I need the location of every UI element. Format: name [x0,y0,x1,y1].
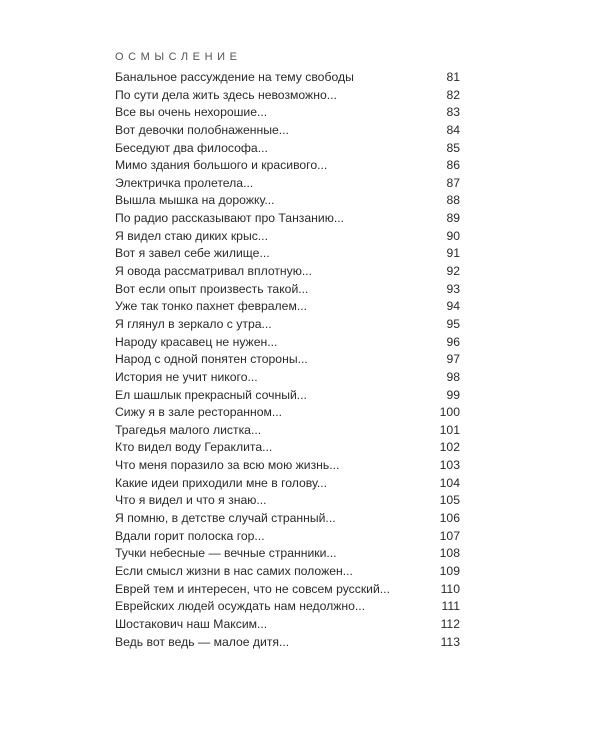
toc-entry [115,387,460,405]
toc-entry [115,316,460,334]
toc-entry-page-number: 104 [439,475,460,490]
section-heading: ОСМЫСЛЕНИЕ [115,51,242,63]
toc-entry-title: Вот если опыт произвесть такой... [115,281,309,296]
toc-entry-title: Еврейских людей осуждать нам недолжно... [115,599,366,614]
toc-entry-page-number: 100 [439,405,460,420]
toc-entry [115,404,460,422]
toc-entry-page-number: 113 [440,634,460,649]
toc-entry-title: Ведь вот ведь — малое дитя... [115,634,290,649]
toc-entry-title: Что меня поразило за всю мою жизнь... [115,458,340,473]
toc-entry-page-number: 111 [441,599,460,614]
toc-entry-page-number: 86 [446,158,460,173]
toc-entry-page-number: 98 [446,369,460,384]
toc-entry-page-number: 99 [446,387,460,402]
toc-entry [115,263,460,281]
toc-entry-title: Что я видел и что я знаю... [115,493,267,508]
toc-entry-page-number: 84 [446,122,460,137]
toc-entry [115,563,460,581]
toc-entry-title: Беседуют два философа... [115,140,268,155]
toc-entry-title: Вдали горит полоска гор... [115,528,265,543]
toc-entry-title: По радио рассказывают про Танзанию... [115,211,345,226]
toc-entry-title: Народ с одной понятен стороны... [115,352,308,367]
toc-entry-title: Какие идеи приходили мне в голову... [115,475,328,490]
toc-entry-page-number: 101 [439,422,460,437]
toc-entry [115,369,460,387]
toc-entry-page-number: 109 [439,563,460,578]
toc-entry-title: Электричка пролетела... [115,175,254,190]
toc-entry [115,298,460,316]
toc-entry [115,175,460,193]
toc-entry [115,69,460,87]
toc-entry [115,334,460,352]
toc-entry-page-number: 91 [446,246,460,261]
toc-entry-page-number: 96 [446,334,460,349]
toc-entry-title: Все вы очень нехорошие... [115,105,268,120]
toc-entry [115,104,460,122]
toc-entry [115,422,460,440]
toc-entry [115,510,460,528]
toc-entry [115,616,460,634]
toc-entry-page-number: 94 [446,299,460,314]
toc-entry-page-number: 110 [440,581,460,596]
toc-entry [115,157,460,175]
toc-entry [115,228,460,246]
table-of-contents [115,69,460,651]
toc-entry-page-number: 107 [439,528,460,543]
toc-entry-page-number: 85 [446,140,460,155]
toc-entry-page-number: 103 [439,458,460,473]
toc-entry-page-number: 112 [440,616,460,631]
toc-entry [115,281,460,299]
toc-entry [115,581,460,599]
toc-entry-title: Вышла мышка на дорожку... [115,193,275,208]
toc-entry [115,245,460,263]
toc-entry-title: Если смысл жизни в нас самих положен... [115,563,353,578]
toc-entry-page-number: 92 [446,264,460,279]
toc-entry [115,140,460,158]
toc-entry [115,492,460,510]
toc-entry [115,351,460,369]
toc-entry-title: Шостакович наш Максим... [115,616,268,631]
toc-entry-page-number: 106 [439,511,460,526]
toc-entry-title: Я глянул в зеркало с утра... [115,316,272,331]
toc-entry-page-number: 97 [446,352,460,367]
toc-entry-page-number: 102 [439,440,460,455]
toc-entry-title: Мимо здания большого и красивого... [115,158,328,173]
toc-entry-title: Кто видел воду Гераклита... [115,440,273,455]
toc-entry-title: Я помню, в детстве случай странный... [115,511,336,526]
toc-entry-title: По сути дела жить здесь невозможно... [115,87,337,102]
toc-entry [115,192,460,210]
toc-entry-page-number: 90 [446,228,460,243]
toc-entry-page-number: 88 [446,193,460,208]
toc-entry-title: Вот девочки полобнаженные... [115,122,289,137]
toc-entry-page-number: 93 [446,281,460,296]
toc-entry-title: Банальное рассуждение на тему свободы [115,70,354,84]
toc-entry [115,528,460,546]
toc-entry [115,475,460,493]
toc-entry-title: Ел шашлык прекрасный сочный... [115,387,307,402]
toc-entry-title: Я овода рассматривал вплотную... [115,264,313,279]
toc-entry-page-number: 108 [439,546,460,561]
toc-entry-page-number: 105 [439,493,460,508]
toc-entry-title: Сижу я в зале ресторанном... [115,405,283,420]
toc-entry-page-number: 82 [446,87,460,102]
toc-entry [115,598,460,616]
toc-entry [115,210,460,228]
toc-entry [115,634,460,652]
toc-entry-title: Я видел стаю диких крыс... [115,228,268,243]
toc-entry-page-number: 89 [446,211,460,226]
toc-entry-title: История не учит никого... [115,369,258,384]
toc-entry-page-number: 95 [446,316,460,331]
toc-entry [115,545,460,563]
toc-entry [115,439,460,457]
toc-entry-title: Народу красавец не нужен... [115,334,278,349]
toc-entry-title: Вот я завел себе жилище... [115,246,270,261]
toc-entry [115,87,460,105]
toc-entry-page-number: 87 [446,175,460,190]
toc-entry-title: Еврей тем и интересен, что не совсем русский... [115,581,390,596]
toc-entry [115,122,460,140]
toc-entry-page-number: 81 [446,70,460,84]
toc-entry-title: Уже так тонко пахнет февралем... [115,299,307,314]
toc-entry-title: Тучки небесные — вечные странники... [115,546,337,561]
toc-entry-title: Трагедья малого листка... [115,422,262,437]
toc-entry-page-number: 83 [446,105,460,120]
toc-entry [115,457,460,475]
